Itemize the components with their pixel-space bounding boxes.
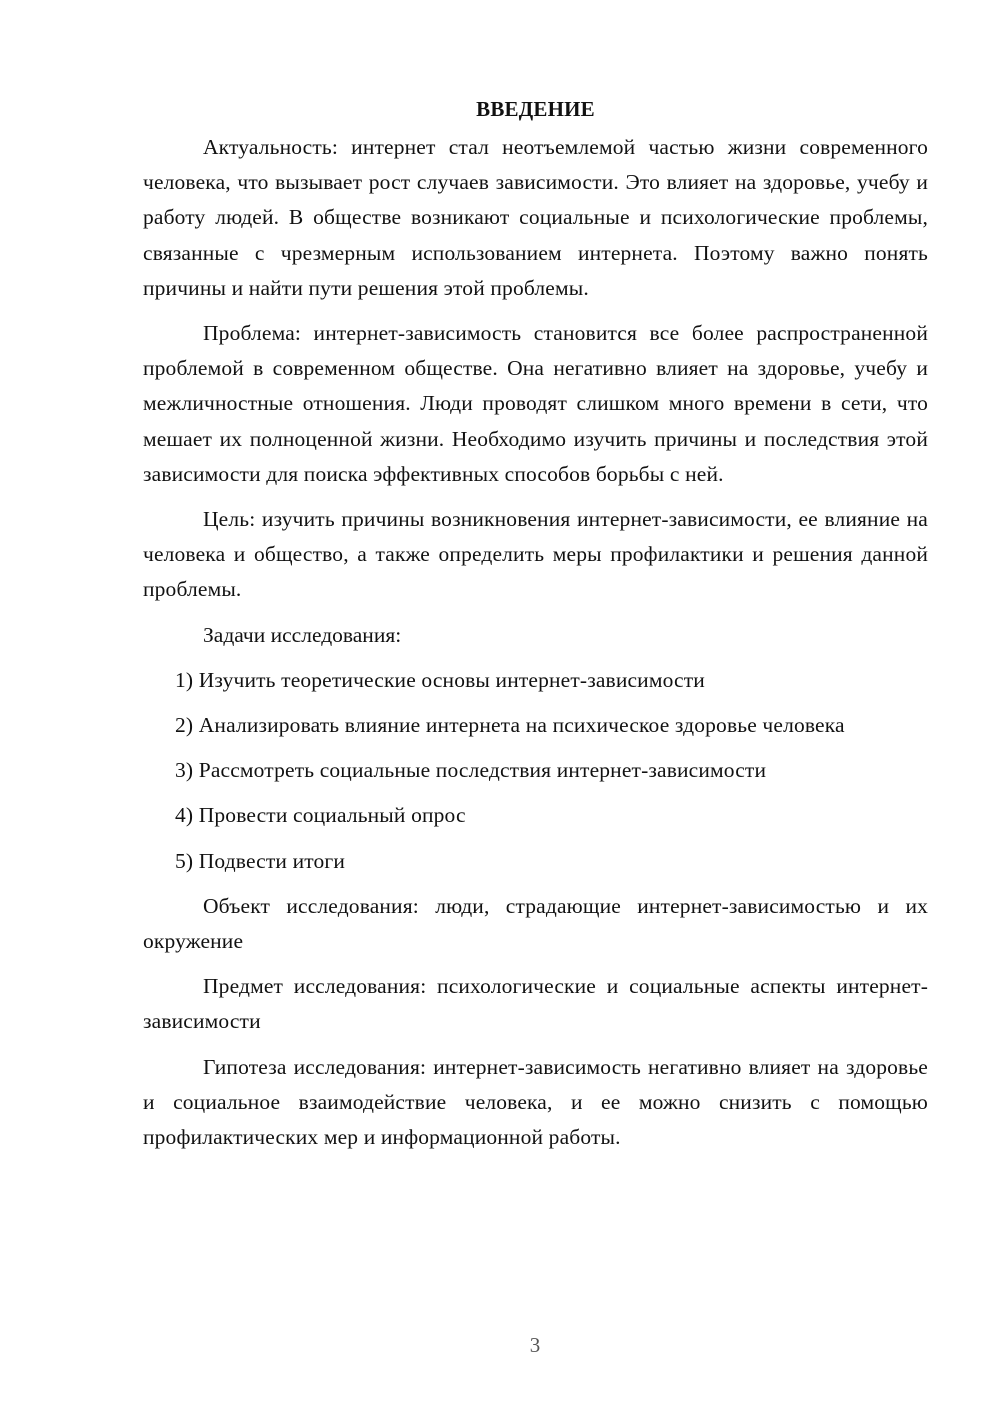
page-number: 3 — [529, 1333, 541, 1357]
task-item-5: 5) Подвести итоги — [175, 848, 346, 873]
page-content — [143, 92, 928, 1165]
relevance-paragraph: Актуальность: интернет стал неотъемлемой частью жизни современного человека, что вызывает рост случаев зависимости. Это влияет на здоровье, учебу и работу людей. В обществе возникают социальные и психологические проблемы, связанные с чрезмерным использованием интернета. Поэтому важно понять причины и найти пути решения этой проблемы. — [143, 135, 928, 300]
hypothesis-paragraph: Гипотеза исследования: интернет-зависимость негативно влияет на здоровье и социальное взаимодействие человека, и ее можно снизить с помощью профилактических мер и информационной работы. — [143, 1054, 928, 1150]
subject-paragraph: Предмет исследования: психологические и социальные аспекты интернет-зависимости — [143, 974, 928, 1034]
tasks-title: Задачи исследования: — [203, 622, 402, 647]
task-item-2: 2) Анализировать влияние интернета на психическое здоровье человека — [175, 713, 845, 738]
goal-paragraph: Цель: изучить причины возникновения интернет-зависимости, ее влияние на человека и общество, а также определить меры профилактики и решения данной проблемы. — [143, 507, 928, 602]
task-item-3: 3) Рассмотреть социальные последствия интернет-зависимости — [175, 758, 767, 783]
section-heading: ВВЕДЕНИЕ — [476, 97, 595, 121]
task-item-1: 1) Изучить теоретические основы интернет-зависимости — [175, 667, 705, 692]
problem-paragraph: Проблема: интернет-зависимость становится все более распространенной проблемой в современном обществе. Она негативно влияет на здоровье, учебу и межличностные отношения. Люди проводят слишком много времени в сети, что мешает их полноценной жизни. Необходимо изучить причины и последствия этой зависимости для поиска эффективных способов борьбы с ней. — [143, 321, 928, 486]
object-paragraph: Объект исследования: люди, страдающие интернет-зависимостью и их окружение — [143, 893, 928, 954]
task-item-4: 4) Провести социальный опрос — [175, 803, 466, 828]
